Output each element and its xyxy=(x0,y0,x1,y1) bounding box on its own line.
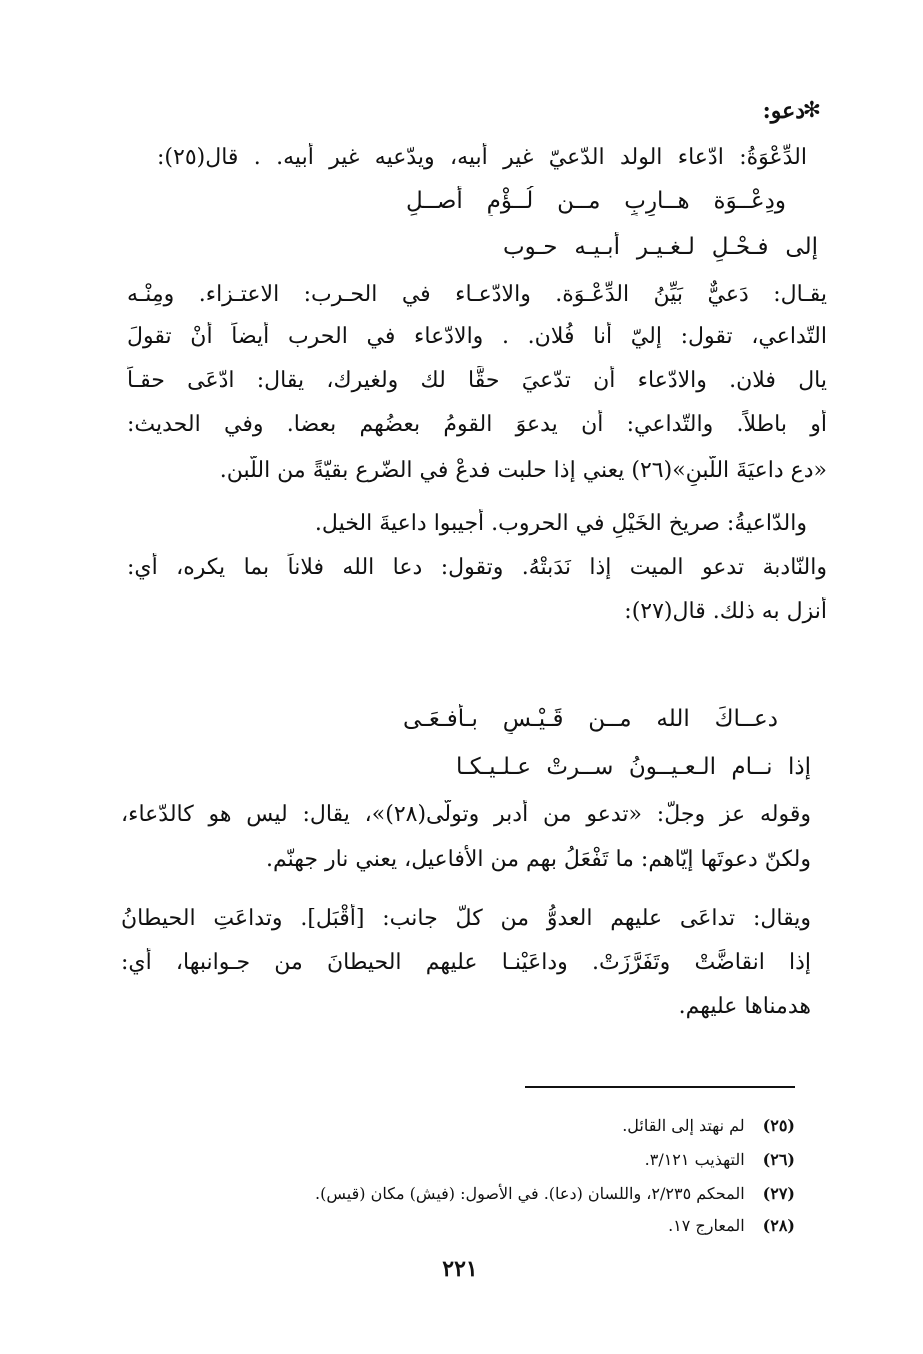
footnote-item xyxy=(645,1148,795,1172)
text-line: والدّاعيةُ: صريخ الخَيْلِ في الحروب. أجيبوا داعيةَ الخيل. xyxy=(314,511,807,536)
footnote-text: المحكم ٢/٢٣٥، واللسان (دعا). في الأصول: (فيش) مكان (قيس). xyxy=(315,1184,745,1203)
text-line: إذا انقاضَّتْ وتَفَرَّزَتْ. وداعَيْنـا عليهم الحيطانَ من جـوانبها، أي: xyxy=(121,950,811,975)
text-line: هدمناها عليهم. xyxy=(678,994,811,1019)
text-line: يال فلان. والادّعاء أن تدّعيَ حقًّا لك ولغيرك، يقال: ادّعَى حقـاً xyxy=(127,368,827,393)
text-line: أو باطلاً. والتّداعي: أن يدعوَ القومُ بعضُهم بعضا. وفي الحديث: xyxy=(127,412,827,437)
text-line: «دع داعيَةَ اللّبنِ»(٢٦) يعني إذا حلبت فدعْ في الضّرع بقيّةً من اللّبن. xyxy=(219,458,827,483)
page-number: ٢٢١ xyxy=(442,1256,478,1282)
footnote-item xyxy=(315,1182,795,1206)
text-line: الدِّعْوَةُ: ادّعاء الولد الدّعيّ غير أبيه، ويدّعيه غير أبيه. . قال(٢٥): xyxy=(157,145,807,170)
verse-line: دعــاكَ الله مــن قَـيْـسٍ بـأفـعَـى xyxy=(403,706,778,732)
footnote-item xyxy=(668,1214,795,1238)
text-line: والنّادبة تدعو الميت إذا نَدَبتْهُ. وتقول: دعا الله فلاناً بما يكره، أي: xyxy=(127,555,827,580)
text-line: ولكنّ دعوتَها إيّاهم: ما تَفْعَلُ بهم من الأفاعيل، يعني نار جهنّم. xyxy=(265,847,811,872)
footnote-number: (٢٧) xyxy=(762,1184,795,1203)
footnote-divider xyxy=(525,1086,795,1088)
text-line: أنزل به ذلك. قال(٢٧): xyxy=(624,599,827,624)
footnote-item xyxy=(622,1114,795,1138)
footnote-text: التهذيب ٣/١٢١. xyxy=(644,1150,745,1169)
entry-star-icon: ✻ xyxy=(802,98,821,123)
verse-line: ودِعْــوَة هــارِبٍ مــن لُــؤْمِ أصــلٍ xyxy=(406,188,786,214)
footnote-number: (٢٨) xyxy=(762,1216,795,1235)
verse-line: إلى فـحْـلٍ لـغـيـر أبـيـه حـوب xyxy=(503,234,818,260)
footnote-number: (٢٦) xyxy=(762,1150,795,1169)
entry-heading: دعو: xyxy=(762,98,805,124)
verse-line: إذا نــام الـعـيــونُ ســرتْ عـلـيـكـا xyxy=(456,754,811,780)
text-line: ويقال: تداعَى عليهم العدوُّ من كلّ جانب: [أقْبَل]. وتداعَتِ الحيطانُ xyxy=(121,906,811,931)
text-line: وقوله عز وجلّ: «تدعو من أدبر وتولّى(٢٨)»، يقال: ليس هو كالدّعاء، xyxy=(121,802,811,827)
footnote-text: المعارج ١٧. xyxy=(668,1216,745,1235)
text-line: يقـال: دَعيٌّ بَيِّنُ الدِّعْـوَة. والادّعـاء في الحـرب: الاعتـزاء. ومِنْـه xyxy=(127,282,827,307)
footnote-number: (٢٥) xyxy=(762,1116,795,1135)
footnote-text: لم نهتد إلى القائل. xyxy=(622,1116,745,1135)
text-line: التّداعي، تقول: إليّ أنا فُلان. . والادّعاء في الحرب أيضاً أنْ تقولَ xyxy=(127,324,827,349)
